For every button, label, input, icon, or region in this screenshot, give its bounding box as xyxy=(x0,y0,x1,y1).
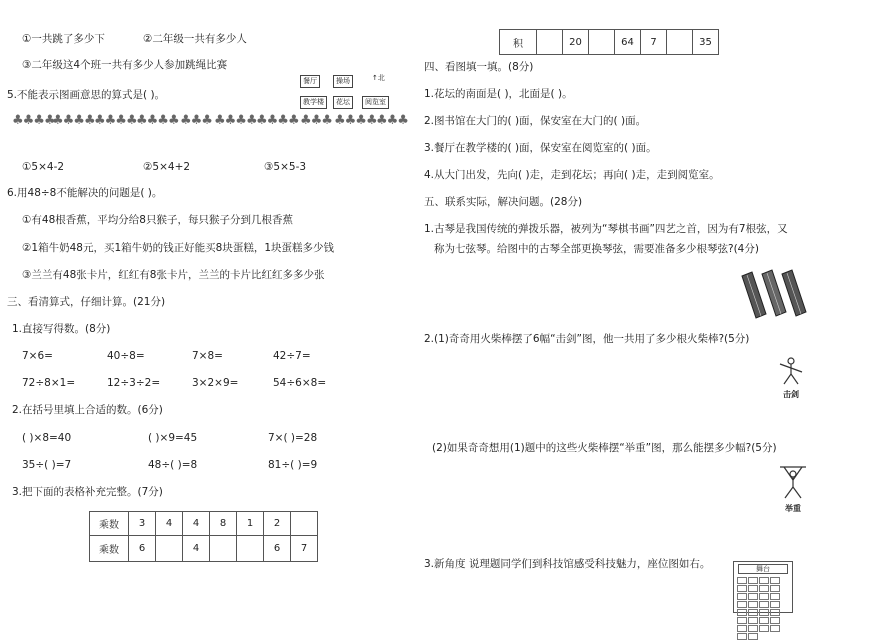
q5-option-1: ①5×4-2 xyxy=(22,161,65,173)
seat xyxy=(737,593,747,600)
section-3-title: 三、看清算式，仔细计算。(21分) xyxy=(7,296,166,308)
table-cell: 6 xyxy=(264,536,291,562)
table-cell: 乘数 xyxy=(90,512,129,536)
calc: 54÷6×8= xyxy=(273,377,327,389)
seat-grid xyxy=(734,576,792,642)
seat xyxy=(770,617,780,624)
seat xyxy=(737,601,747,608)
table-cell: 6 xyxy=(129,536,156,562)
tree-group: ♣♣♣♣ xyxy=(136,113,179,128)
weightlifting-caption: 举重 xyxy=(785,504,801,513)
map-north: ↑北 xyxy=(372,74,385,82)
table-cell: 3 xyxy=(129,512,156,536)
tree-group: ♣♣♣ xyxy=(376,113,408,128)
tree-group: ♣♣♣♣ xyxy=(52,113,95,128)
table-cell: 4 xyxy=(183,512,210,536)
seat xyxy=(770,593,780,600)
s3-part2-title: 2.在括号里填上合适的数。(6分) xyxy=(12,404,163,416)
fencing-matchstick-icon xyxy=(780,358,802,384)
q6-option-3: ③兰兰有48张卡片，红红有8张卡片，兰兰的卡片比红红多多少张 xyxy=(22,269,325,281)
seat xyxy=(759,625,769,632)
s4-q1: 1.花坛的南面是( )，北面是( )。 xyxy=(424,88,573,100)
table-cell: 20 xyxy=(563,30,589,55)
seat xyxy=(770,601,780,608)
tree-group: ♣♣♣ xyxy=(300,113,332,128)
map-reading: 阅览室 xyxy=(362,96,389,109)
seat xyxy=(737,625,747,632)
multiply-table xyxy=(89,511,318,562)
seat xyxy=(748,625,758,632)
fill-blank: 7×( )=28 xyxy=(268,432,318,444)
tree-group: ♣♣♣♣ xyxy=(214,113,257,128)
seat xyxy=(748,601,758,608)
s3-part1-title: 1.直接写得数。(8分) xyxy=(12,323,111,335)
s5-q1-line2: 称为七弦琴。给图中的古琴全部更换琴弦，需要准备多少根琴弦?(4分) xyxy=(434,243,759,255)
map-garden: 花坛 xyxy=(333,96,353,109)
seat xyxy=(770,585,780,592)
table-cell xyxy=(156,536,183,562)
s5-q3: 3.新角度 说理题同学们到科技馆感受科技魅力，座位图如右。 xyxy=(424,558,711,570)
map-playground: 操场 xyxy=(333,75,353,88)
q6-title: 6.用48÷8不能解决的问题是( )。 xyxy=(7,187,163,199)
guqin-illustration xyxy=(738,268,812,324)
seat-map xyxy=(733,561,793,613)
q6-option-1: ①有48根香蕉，平均分给8只猴子，每只猴子分到几根香蕉 xyxy=(22,214,293,226)
seat xyxy=(748,593,758,600)
seat xyxy=(748,585,758,592)
q4-option-1: ①一共跳了多少下 xyxy=(22,33,105,45)
q4-option-2: ②二年级一共有多少人 xyxy=(143,33,247,45)
seat xyxy=(748,577,758,584)
seat xyxy=(759,617,769,624)
table-cell: 7 xyxy=(641,30,667,55)
weightlifting-figure xyxy=(778,464,808,502)
calc: 72÷8×1= xyxy=(22,377,76,389)
fill-blank: 35÷( )=7 xyxy=(22,459,72,471)
north-arrow-icon: ↑ xyxy=(372,74,378,82)
tree-group: ♣♣♣ xyxy=(180,113,212,128)
s5-q2-1: 2.(1)奇奇用火柴棒摆了6幅“击剑”图，他一共用了多少根火柴棒?(5分) xyxy=(424,333,750,345)
calc: 7×6= xyxy=(22,350,53,362)
table-cell xyxy=(589,30,615,55)
table-cell: 1 xyxy=(237,512,264,536)
table-cell: 64 xyxy=(615,30,641,55)
calc: 3×2×9= xyxy=(192,377,239,389)
stage-label: 舞台 xyxy=(738,564,788,574)
map-teaching: 教学楼 xyxy=(300,96,327,109)
fill-blank: 48÷( )=8 xyxy=(148,459,198,471)
table-cell xyxy=(237,536,264,562)
s3-part3-title: 3.把下面的表格补充完整。(7分) xyxy=(12,486,163,498)
seat xyxy=(759,593,769,600)
s5-q1-line1: 1.古琴是我国传统的弹拨乐器，被列为“琴棋书画”四艺之首，因为有7根弦，又 xyxy=(424,223,788,235)
s4-q2: 2.图书馆在大门的( )面，保安室在大门的( )面。 xyxy=(424,115,647,127)
q4-option-3: ③二年级这4个班一共有多少人参加跳绳比赛 xyxy=(22,59,228,71)
product-table xyxy=(499,29,719,55)
table-cell: 8 xyxy=(210,512,237,536)
calc: 7×8= xyxy=(192,350,223,362)
table-cell: 7 xyxy=(291,536,318,562)
table-cell: 35 xyxy=(693,30,719,55)
calc: 42÷7= xyxy=(273,350,311,362)
weightlifting-matchstick-icon xyxy=(780,467,806,498)
guqin-icon xyxy=(742,270,806,318)
table-cell: 2 xyxy=(264,512,291,536)
fill-blank: ( )×9=45 xyxy=(148,432,198,444)
fencing-figure xyxy=(776,356,806,388)
q5-option-3: ③5×5-3 xyxy=(264,161,307,173)
seat xyxy=(759,585,769,592)
q6-option-2: ②1箱牛奶48元，买1箱牛奶的钱正好能买8块蛋糕，1块蛋糕多少钱 xyxy=(22,242,334,254)
seat xyxy=(748,633,758,640)
fill-blank: ( )×8=40 xyxy=(22,432,72,444)
table-cell: 4 xyxy=(156,512,183,536)
q5-title: 5.不能表示图画意思的算式是( )。 xyxy=(7,89,166,101)
seat xyxy=(748,617,758,624)
section-5-title: 五、联系实际，解决问题。(28分) xyxy=(424,196,583,208)
seat xyxy=(770,577,780,584)
section-4-title: 四、看图填一填。(8分) xyxy=(424,61,534,73)
fill-blank: 81÷( )=9 xyxy=(268,459,318,471)
calc: 12÷3÷2= xyxy=(107,377,161,389)
seat xyxy=(737,617,747,624)
table-cell: 积 xyxy=(500,30,537,55)
seat xyxy=(759,577,769,584)
tree-group: ♣♣♣♣ xyxy=(12,113,55,128)
s4-q4: 4.从大门出发，先向( )走，走到花坛；再向( )走，走到阅览室。 xyxy=(424,169,720,181)
table-cell: 乘数 xyxy=(90,536,129,562)
seat xyxy=(737,585,747,592)
seat xyxy=(770,625,780,632)
map-canteen: 餐厅 xyxy=(300,75,320,88)
tree-group: ♣♣♣♣ xyxy=(334,113,377,128)
fencing-caption: 击剑 xyxy=(783,390,799,399)
s5-q2-2: (2)如果奇奇想用(1)题中的这些火柴棒摆“举重”图，那么能摆多少幅?(5分) xyxy=(432,442,777,454)
table-cell xyxy=(537,30,563,55)
s4-q3: 3.餐厅在教学楼的( )面，保安室在阅览室的( )面。 xyxy=(424,142,657,154)
table-cell xyxy=(667,30,693,55)
table-cell xyxy=(291,512,318,536)
table-cell xyxy=(210,536,237,562)
table-cell: 4 xyxy=(183,536,210,562)
seat xyxy=(737,633,747,640)
q5-option-2: ②5×4+2 xyxy=(143,161,191,173)
tree-group: ♣♣♣♣ xyxy=(256,113,299,128)
seat xyxy=(759,601,769,608)
seat xyxy=(737,577,747,584)
tree-group: ♣♣♣♣ xyxy=(94,113,137,128)
calc: 40÷8= xyxy=(107,350,145,362)
